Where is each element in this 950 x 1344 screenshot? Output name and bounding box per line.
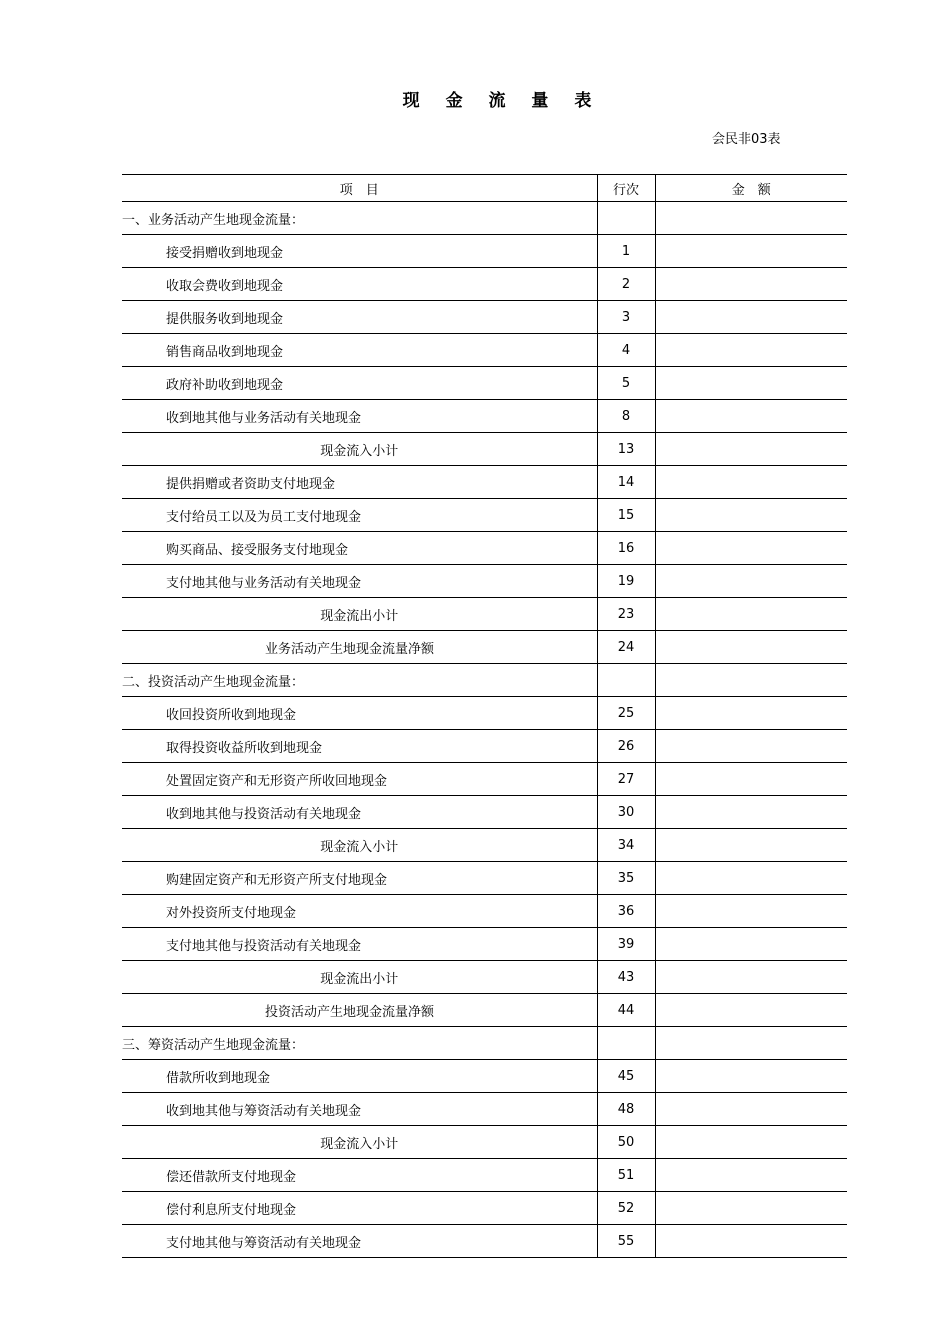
item-label: 收到地其他与投资活动有关地现金: [122, 796, 597, 829]
line-number-cell: 26: [597, 730, 655, 763]
header-item: 项 目: [122, 175, 597, 202]
line-number-cell: 39: [597, 928, 655, 961]
table-row: [122, 499, 847, 532]
amount-cell[interactable]: [655, 697, 847, 730]
table-row: [122, 895, 847, 928]
line-number-cell: 3: [597, 301, 655, 334]
subtotal-label: 现金流入小计: [122, 829, 597, 862]
item-label: 支付地其他与业务活动有关地现金: [122, 565, 597, 598]
amount-cell[interactable]: [655, 466, 847, 499]
item-label: 对外投资所支付地现金: [122, 895, 597, 928]
line-number-cell: 13: [597, 433, 655, 466]
line-number-cell: 50: [597, 1126, 655, 1159]
item-label: 收到地其他与筹资活动有关地现金: [122, 1093, 597, 1126]
net-amount-label: 业务活动产生地现金流量净额: [122, 631, 597, 664]
table-row: [122, 697, 847, 730]
line-number-cell: 45: [597, 1060, 655, 1093]
item-label: 收取会费收到地现金: [122, 268, 597, 301]
page-title: 现 金 流 量 表: [402, 91, 602, 111]
item-label: 支付地其他与筹资活动有关地现金: [122, 1225, 597, 1258]
table-row: [122, 466, 847, 499]
line-number-cell: 2: [597, 268, 655, 301]
header-line-no: 行次: [597, 175, 655, 202]
line-number-cell: 24: [597, 631, 655, 664]
amount-cell[interactable]: [655, 1225, 847, 1258]
table-row: [122, 334, 847, 367]
table-row: [122, 400, 847, 433]
amount-cell[interactable]: [655, 1192, 847, 1225]
table-row: [122, 301, 847, 334]
table-body: [122, 202, 847, 1258]
amount-cell[interactable]: [655, 763, 847, 796]
amount-cell[interactable]: [655, 631, 847, 664]
amount-cell[interactable]: [655, 1060, 847, 1093]
section-heading: 三、筹资活动产生地现金流量：: [122, 1027, 597, 1060]
item-label: 借款所收到地现金: [122, 1060, 597, 1093]
line-number-cell: 25: [597, 697, 655, 730]
table-row: [122, 1225, 847, 1258]
subtotal-label: 现金流出小计: [122, 598, 597, 631]
table-row: [122, 1093, 847, 1126]
amount-cell[interactable]: [655, 598, 847, 631]
line-number-cell: [597, 202, 655, 235]
line-number-cell: 44: [597, 994, 655, 1027]
table-row: [122, 994, 847, 1027]
header-amount: 金 额: [655, 175, 847, 202]
section-heading: 二、投资活动产生地现金流量：: [122, 664, 597, 697]
table-row: [122, 1060, 847, 1093]
line-number-cell: 30: [597, 796, 655, 829]
line-number-cell: 4: [597, 334, 655, 367]
line-number-cell: 23: [597, 598, 655, 631]
amount-cell[interactable]: [655, 532, 847, 565]
amount-cell[interactable]: [655, 433, 847, 466]
subtotal-label: 现金流出小计: [122, 961, 597, 994]
amount-cell[interactable]: [655, 235, 847, 268]
amount-cell[interactable]: [655, 730, 847, 763]
line-number-cell: 8: [597, 400, 655, 433]
table-row: [122, 862, 847, 895]
amount-cell[interactable]: [655, 1093, 847, 1126]
cash-flow-table: [122, 174, 847, 1258]
line-number-cell: 19: [597, 565, 655, 598]
table-row: [122, 268, 847, 301]
table-row: [122, 961, 847, 994]
table-row: [122, 796, 847, 829]
item-label: 取得投资收益所收到地现金: [122, 730, 597, 763]
amount-cell[interactable]: [655, 565, 847, 598]
item-label: 政府补助收到地现金: [122, 367, 597, 400]
table-row: [122, 631, 847, 664]
table-row: [122, 1027, 847, 1060]
line-number-cell: 36: [597, 895, 655, 928]
amount-cell[interactable]: [655, 334, 847, 367]
item-label: 购买商品、接受服务支付地现金: [122, 532, 597, 565]
amount-cell[interactable]: [655, 301, 847, 334]
line-number-cell: 27: [597, 763, 655, 796]
section-heading: 一、业务活动产生地现金流量：: [122, 202, 597, 235]
item-label: 收回投资所收到地现金: [122, 697, 597, 730]
amount-cell[interactable]: [655, 268, 847, 301]
table-row: [122, 202, 847, 235]
amount-cell[interactable]: [655, 367, 847, 400]
amount-cell[interactable]: [655, 895, 847, 928]
table-row: [122, 433, 847, 466]
table-row: [122, 565, 847, 598]
item-label: 偿付利息所支付地现金: [122, 1192, 597, 1225]
table-row: [122, 367, 847, 400]
line-number-cell: 43: [597, 961, 655, 994]
item-label: 处置固定资产和无形资产所收回地现金: [122, 763, 597, 796]
table-row: [122, 1159, 847, 1192]
amount-cell[interactable]: [655, 1027, 847, 1060]
amount-cell[interactable]: [655, 961, 847, 994]
item-label: 提供捐赠或者资助支付地现金: [122, 466, 597, 499]
table-row: [122, 928, 847, 961]
line-number-cell: [597, 1027, 655, 1060]
amount-cell[interactable]: [655, 664, 847, 697]
line-number-cell: 14: [597, 466, 655, 499]
table-row: [122, 235, 847, 268]
item-label: 购建固定资产和无形资产所支付地现金: [122, 862, 597, 895]
line-number-cell: 15: [597, 499, 655, 532]
line-number-cell: 48: [597, 1093, 655, 1126]
table-row: [122, 598, 847, 631]
amount-cell[interactable]: [655, 994, 847, 1027]
subtotal-label: 现金流入小计: [122, 433, 597, 466]
line-number-cell: 52: [597, 1192, 655, 1225]
table-row: [122, 763, 847, 796]
item-label: 支付地其他与投资活动有关地现金: [122, 928, 597, 961]
amount-cell[interactable]: [655, 202, 847, 235]
amount-cell[interactable]: [655, 796, 847, 829]
item-label: 接受捐赠收到地现金: [122, 235, 597, 268]
line-number-cell: 1: [597, 235, 655, 268]
line-number-cell: 35: [597, 862, 655, 895]
amount-cell[interactable]: [655, 499, 847, 532]
item-label: 销售商品收到地现金: [122, 334, 597, 367]
line-number-cell: [597, 664, 655, 697]
line-number-cell: 51: [597, 1159, 655, 1192]
amount-cell[interactable]: [655, 928, 847, 961]
line-number-cell: 55: [597, 1225, 655, 1258]
amount-cell[interactable]: [655, 400, 847, 433]
amount-cell[interactable]: [655, 1159, 847, 1192]
subtotal-label: 现金流入小计: [122, 1126, 597, 1159]
amount-cell[interactable]: [655, 829, 847, 862]
item-label: 支付给员工以及为员工支付地现金: [122, 499, 597, 532]
form-code: 会民非03表: [712, 132, 781, 147]
table-row: [122, 1126, 847, 1159]
amount-cell[interactable]: [655, 862, 847, 895]
table-row: [122, 730, 847, 763]
table-header-row: [122, 175, 847, 202]
table-row: [122, 1192, 847, 1225]
line-number-cell: 34: [597, 829, 655, 862]
net-amount-label: 投资活动产生地现金流量净额: [122, 994, 597, 1027]
item-label: 提供服务收到地现金: [122, 301, 597, 334]
item-label: 偿还借款所支付地现金: [122, 1159, 597, 1192]
table-row: [122, 664, 847, 697]
table-row: [122, 829, 847, 862]
item-label: 收到地其他与业务活动有关地现金: [122, 400, 597, 433]
line-number-cell: 16: [597, 532, 655, 565]
line-number-cell: 5: [597, 367, 655, 400]
amount-cell[interactable]: [655, 1126, 847, 1159]
table-row: [122, 532, 847, 565]
